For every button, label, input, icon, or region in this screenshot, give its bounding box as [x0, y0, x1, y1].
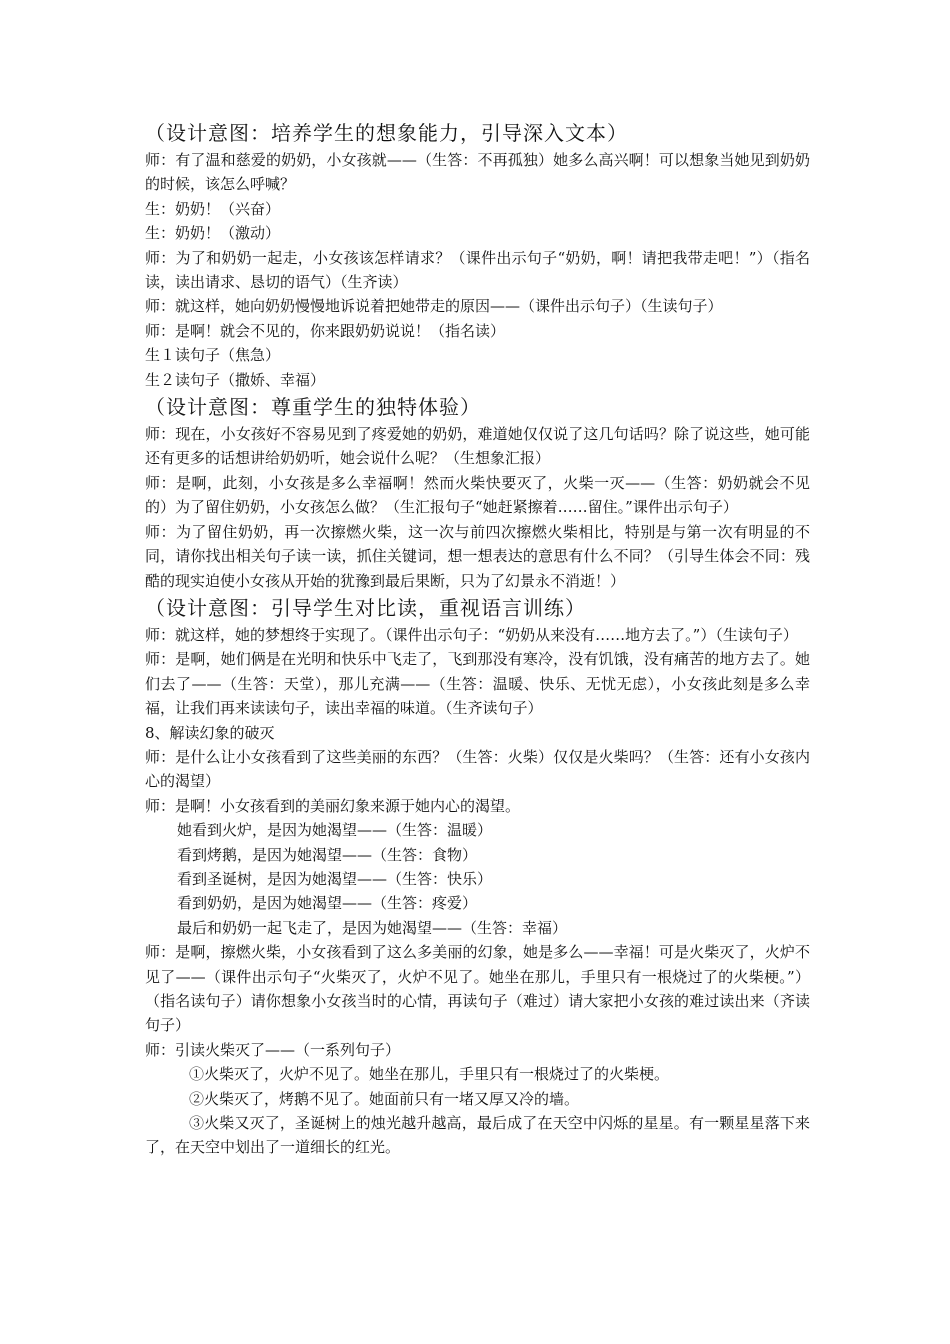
dialogue-paragraph: 师：有了温和慈爱的奶奶，小女孩就——（生答：不再孤独）她多么高兴啊！可以想象当她见到奶奶的时候，该怎么呼喊？ [145, 151, 810, 194]
dialogue-paragraph: 师：引读火柴灭了——（一系列句子） [145, 1040, 401, 1059]
dialogue-paragraph: 师：是什么让小女孩看到了这些美丽的东西？（生答：火柴）仅仅是火柴吗？（生答：还有小女孩内心的渴望） [145, 747, 810, 791]
dialogue-paragraph: 生２读句子（撒娇、幸福） [145, 370, 326, 389]
dialogue-paragraph: 师：为了留住奶奶，再一次擦燃火柴，这一次与前四次擦燃火柴相比，特别是与第一次有明显的不同，请你找出相关句子读一读，抓住关键词，想一想表达的意思有什么不同？（引导生体会不同：残酷的现实迫使小女孩从开始的犹豫到最后果断，只为了幻景永不消逝！） [145, 522, 810, 590]
dialogue-paragraph: 师：是啊，擦燃火柴，小女孩看到了这么多美丽的幻象，她是多么——幸福！可是火柴灭了，火炉不见了——（课件出示句子“火柴灭了，火炉不见了。她坐在那儿，手里只有一根烧过了的火柴梗。”）（指名读句子）请你想象小女孩当时的心情，再读句子（难过）请大家把小女孩的难过读出来（齐读句子） [145, 943, 810, 1035]
indented-line: 看到圣诞树，是因为她渴望——（生答：快乐） [177, 869, 493, 888]
indented-line: 看到烤鹅，是因为她渴望——（生答：食物） [177, 845, 478, 864]
dialogue-paragraph: 师：就这样，她的梦想终于实现了。（课件出示句子：“奶奶从来没有……地方去了。”）（生读句子） [145, 625, 798, 644]
dialogue-paragraph: 师：是啊，她们俩是在光明和快乐中飞走了，飞到那没有寒冷，没有饥饿，没有痛苦的地方去了。她们去了——（生答：天堂），那儿充满——（生答：温暖、快乐、无忧无虑），小女孩此刻是多么幸福，让我们再来读读句子，读出幸福的味道。（生齐读句子） [145, 650, 810, 718]
design-intent-heading: （设计意图：培养学生的想象能力，引导深入文本） [145, 121, 628, 145]
dialogue-paragraph: 师：就这样，她向奶奶慢慢地诉说着把她带走的原因——（课件出示句子）（生读句子） [145, 297, 723, 316]
numbered-sentence: ①火柴灭了，火炉不见了。她坐在那儿，手里只有一根烧过了的火柴梗。 [189, 1065, 670, 1084]
numbered-sentence: ②火柴灭了，烤鹅不见了。她面前只有一堵又厚又冷的墙。 [189, 1089, 580, 1108]
design-intent-heading: （设计意图：引导学生对比读，重视语言训练） [145, 595, 586, 620]
dialogue-paragraph: 生：奶奶！（兴奋） [145, 199, 281, 218]
dialogue-paragraph: 师：为了和奶奶一起走，小女孩该怎样请求？（课件出示句子“奶奶，啊！请把我带走吧！”）（指名读，读出请求、恳切的语气）（生齐读） [145, 248, 810, 292]
dialogue-paragraph: 师：是啊！就会不见的，你来跟奶奶说说！（指名读） [145, 321, 506, 340]
dialogue-paragraph: 师：现在，小女孩好不容易见到了疼爱她的奶奶，难道她仅仅说了这几句话吗？除了说这些，她可能还有更多的话想讲给奶奶听，她会说什么呢？（生想象汇报） [145, 425, 810, 468]
indented-line: 最后和奶奶一起飞走了，是因为她渴望——（生答：幸福） [177, 918, 568, 937]
dialogue-paragraph: 生：奶奶！（激动） [145, 224, 281, 243]
numbered-sentence: ③火柴又灭了，圣诞树上的烛光越升越高，最后成了在天空中闪烁的星星。有一颗星星落下来了，在天空中划出了一道细长的红光。 [145, 1114, 810, 1157]
dialogue-paragraph: 生１读句子（焦急） [145, 346, 281, 365]
indented-line: 看到奶奶，是因为她渴望——（生答：疼爱） [177, 894, 478, 913]
document-page [145, 118, 810, 1160]
dialogue-paragraph: 师：是啊，此刻，小女孩是多么幸福啊！然而火柴快要灭了，火柴一灭——（生答：奶奶就会不见的）为了留住奶奶，小女孩怎么做？（生汇报句子“她赶紧擦着……留住。”课件出示句子） [145, 473, 810, 517]
dialogue-paragraph: 师：是啊！小女孩看到的美丽幻象来源于她内心的渴望。 [145, 796, 521, 815]
section-title: 8、解读幻象的破灭 [145, 723, 275, 742]
indented-line: 她看到火炉，是因为她渴望——（生答：温暖） [177, 821, 493, 840]
design-intent-heading: （设计意图：尊重学生的独特体验） [145, 395, 481, 420]
